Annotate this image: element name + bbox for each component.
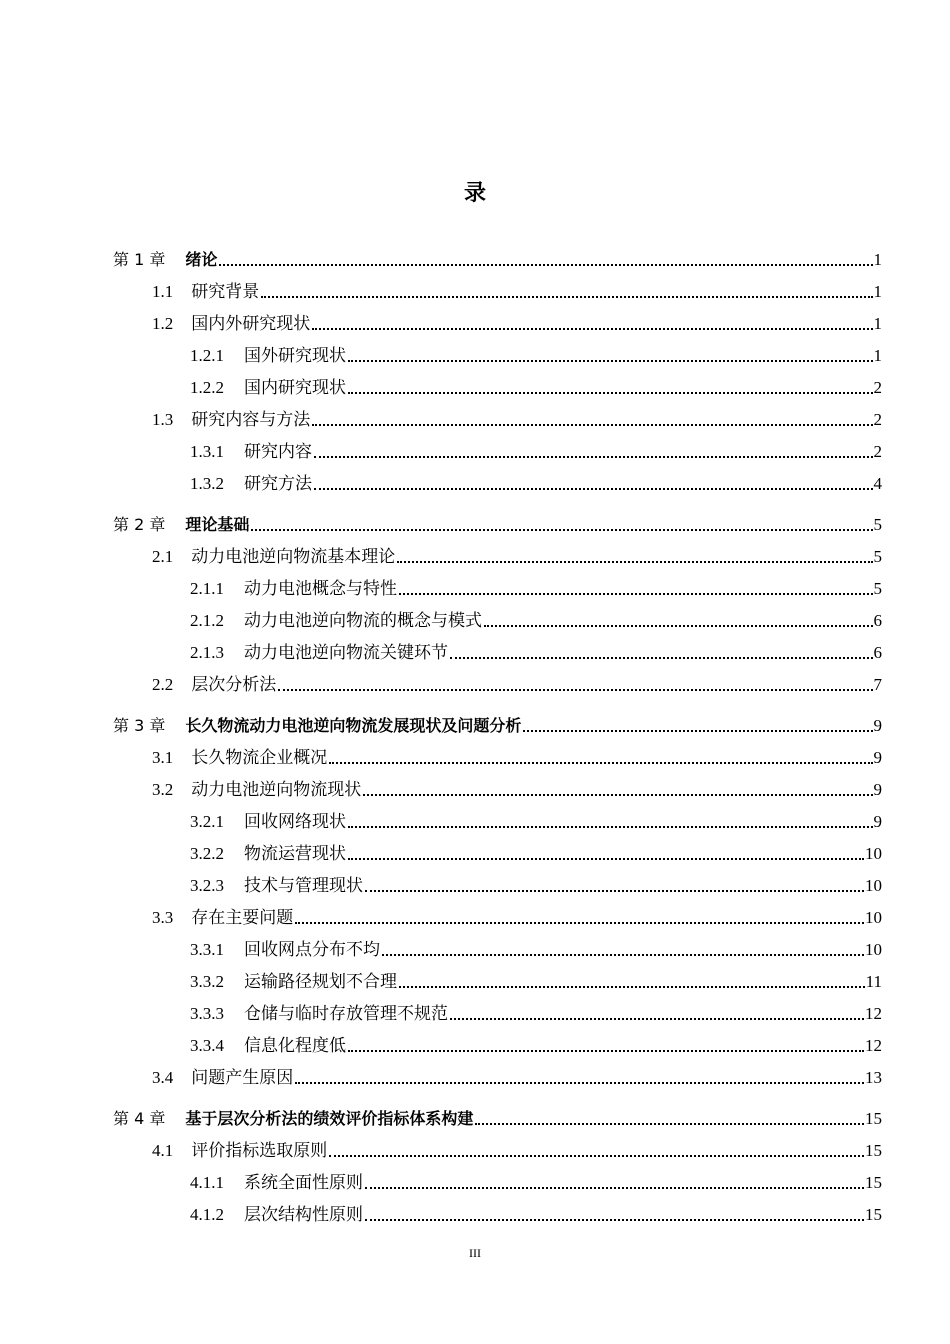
toc-entry-number: 第 3 章 (113, 716, 166, 735)
toc-entry-page: 10 (865, 844, 882, 863)
toc-entry-page: 5 (873, 579, 882, 598)
dot-leader (314, 456, 873, 458)
toc-entry-page: 11 (865, 972, 882, 991)
dot-leader (329, 1155, 864, 1157)
toc-entry-page: 15 (865, 1205, 882, 1224)
toc-entry-title: 信息化程度低 (244, 1036, 346, 1055)
toc-entry-number: 1.3.1 (190, 442, 224, 461)
toc-entry-title: 存在主要问题 (191, 908, 294, 927)
page-title: 录 (463, 181, 486, 206)
toc-entry[interactable] (0, 1063, 950, 1089)
toc-entry[interactable] (0, 967, 950, 993)
toc-entry-number: 3.2 (152, 780, 174, 799)
toc-entry-page: 12 (865, 1036, 882, 1055)
dot-leader (348, 826, 873, 828)
toc-entry-page: 1 (873, 346, 882, 365)
dot-leader (475, 1123, 864, 1125)
toc-entry[interactable] (0, 1136, 950, 1162)
toc-entry-number: 1.1 (152, 282, 174, 301)
toc-entry-title: 动力电池逆向物流基本理论 (191, 547, 396, 566)
toc-entry-page: 10 (865, 908, 882, 927)
dot-leader (382, 954, 864, 956)
toc-entry-number: 3.3.3 (190, 1004, 224, 1023)
dot-leader (329, 762, 872, 764)
page-number-footer: III (469, 1246, 481, 1260)
toc-entry[interactable] (0, 1168, 950, 1194)
toc-entry-number: 3.2.2 (190, 844, 224, 863)
toc-entry-number: 3.1 (152, 748, 174, 767)
toc-entry-page: 9 (873, 812, 882, 831)
toc-entry-page: 1 (873, 282, 882, 301)
toc-entry-number: 1.2.2 (190, 378, 224, 397)
toc-entry[interactable] (0, 405, 950, 431)
dot-leader (312, 328, 872, 330)
toc-entry-title: 系统全面性原则 (244, 1173, 363, 1192)
toc-entry-number: 第 4 章 (113, 1109, 166, 1128)
toc-entry-number: 2.1.2 (190, 611, 224, 630)
toc-entry-title: 基于层次分析法的绩效评价指标体系构建 (185, 1109, 474, 1128)
toc-entry[interactable] (0, 542, 950, 568)
toc-entry-page: 10 (865, 940, 882, 959)
toc-entry-number: 3.4 (152, 1068, 174, 1087)
dot-leader (399, 593, 873, 595)
toc-entry[interactable] (0, 1031, 950, 1057)
toc-entry[interactable] (0, 373, 950, 399)
toc-entry-title: 国内外研究现状 (191, 314, 311, 333)
toc-entry-title: 回收网点分布不均 (244, 940, 380, 959)
toc-entry[interactable] (0, 935, 950, 961)
toc-entry-page: 2 (873, 410, 882, 429)
toc-entry-page: 1 (873, 250, 882, 269)
toc-entry-number: 1.3.2 (190, 474, 224, 493)
toc-entry-title: 理论基础 (185, 515, 250, 534)
dot-leader (295, 1082, 864, 1084)
dot-leader (348, 360, 873, 362)
toc-entry[interactable] (0, 574, 950, 600)
toc-entry-title: 绪论 (185, 250, 218, 269)
toc-entry-title: 国外研究现状 (244, 346, 346, 365)
toc-chapter-entry[interactable] (0, 711, 950, 737)
toc-chapter-entry[interactable] (0, 245, 950, 271)
dot-leader (219, 264, 872, 266)
toc-entry-title: 长久物流动力电池逆向物流发展现状及问题分析 (185, 716, 522, 735)
toc-entry-title: 动力电池逆向物流关键环节 (244, 643, 448, 662)
toc-entry-number: 2.1.1 (190, 579, 224, 598)
toc-entry[interactable] (0, 807, 950, 833)
toc-entry-title: 回收网络现状 (244, 812, 346, 831)
toc-entry-number: 第 1 章 (113, 250, 166, 269)
toc-entry-page: 9 (873, 716, 882, 735)
toc-entry[interactable] (0, 775, 950, 801)
toc-entry-number: 2.2 (152, 675, 174, 694)
dot-leader (450, 657, 873, 659)
toc-entry[interactable] (0, 341, 950, 367)
dot-leader (397, 561, 872, 563)
toc-entry-title: 研究方法 (244, 474, 312, 493)
toc-entry-page: 5 (873, 515, 882, 534)
toc-chapter-entry[interactable] (0, 1104, 950, 1130)
toc-entry-title: 动力电池逆向物流的概念与模式 (244, 611, 482, 630)
toc-entry-title: 研究内容 (244, 442, 312, 461)
dot-leader (348, 858, 864, 860)
dot-leader (450, 1018, 864, 1020)
toc-entry-page: 4 (873, 474, 882, 493)
toc-entry-title: 仓储与临时存放管理不规范 (244, 1004, 448, 1023)
toc-entry[interactable] (0, 469, 950, 495)
toc-entry-page: 9 (873, 780, 882, 799)
toc-entry-page: 2 (873, 378, 882, 397)
toc-entry[interactable] (0, 903, 950, 929)
toc-entry-title: 研究背景 (191, 282, 260, 301)
toc-entry-page: 15 (865, 1141, 882, 1160)
toc-entry-title: 层次结构性原则 (244, 1205, 363, 1224)
toc-entry-page: 1 (873, 314, 882, 333)
toc-entry-title: 运输路径规划不合理 (244, 972, 397, 991)
toc-entry-title: 物流运营现状 (244, 844, 346, 863)
dot-leader (261, 296, 872, 298)
toc-entry-page: 6 (873, 643, 882, 662)
toc-entry[interactable] (0, 606, 950, 632)
dot-leader (278, 689, 872, 691)
toc-entry-title: 层次分析法 (191, 675, 277, 694)
toc-entry-page: 13 (865, 1068, 882, 1087)
toc-entry-number: 2.1 (152, 547, 174, 566)
toc-entry-number: 3.3.1 (190, 940, 224, 959)
toc-entry-title: 评价指标选取原则 (191, 1141, 328, 1160)
toc-entry-page: 9 (873, 748, 882, 767)
toc-entry[interactable] (0, 437, 950, 463)
toc-entry-number: 3.3.4 (190, 1036, 224, 1055)
toc-entry[interactable] (0, 277, 950, 303)
dot-leader (251, 529, 872, 531)
dot-leader (365, 1219, 864, 1221)
dot-leader (484, 625, 873, 627)
toc-entry[interactable] (0, 309, 950, 335)
toc-entry-page: 10 (865, 876, 882, 895)
toc-entry[interactable] (0, 999, 950, 1025)
toc-entry-number: 4.1 (152, 1141, 174, 1160)
dot-leader (295, 922, 864, 924)
toc-entry-number: 1.2 (152, 314, 174, 333)
toc-entry-title: 技术与管理现状 (244, 876, 363, 895)
dot-leader (312, 424, 872, 426)
dot-leader (399, 986, 865, 988)
toc-entry-number: 2.1.3 (190, 643, 224, 662)
toc-entry-title: 问题产生原因 (191, 1068, 294, 1087)
toc-entry-page: 12 (865, 1004, 882, 1023)
toc-entry-page: 2 (873, 442, 882, 461)
dot-leader (523, 730, 872, 732)
toc-entry-number: 1.3 (152, 410, 174, 429)
toc-entry[interactable] (0, 871, 950, 897)
toc-entry-title: 长久物流企业概况 (191, 748, 328, 767)
dot-leader (348, 1050, 864, 1052)
toc-entry[interactable] (0, 743, 950, 769)
toc-entry-number: 3.3.2 (190, 972, 224, 991)
toc-entry-page: 6 (873, 611, 882, 630)
toc-entry-title: 动力电池概念与特性 (244, 579, 397, 598)
toc-entry-number: 3.3 (152, 908, 174, 927)
toc-entry-number: 第 2 章 (113, 515, 166, 534)
dot-leader (363, 794, 872, 796)
toc-entry[interactable] (0, 839, 950, 865)
toc-entry-title: 国内研究现状 (244, 378, 346, 397)
toc-entry-number: 4.1.1 (190, 1173, 224, 1192)
toc-entry-number: 3.2.1 (190, 812, 224, 831)
toc-entry-number: 3.2.3 (190, 876, 224, 895)
toc-entry-number: 1.2.1 (190, 346, 224, 365)
dot-leader (365, 890, 864, 892)
toc-entry-number: 4.1.2 (190, 1205, 224, 1224)
toc-entry-page: 15 (865, 1173, 882, 1192)
toc-chapter-entry[interactable] (0, 510, 950, 536)
toc-entry[interactable] (0, 638, 950, 664)
toc-entry-title: 研究内容与方法 (191, 410, 311, 429)
toc-entry[interactable] (0, 670, 950, 696)
dot-leader (348, 392, 873, 394)
dot-leader (365, 1187, 864, 1189)
toc-entry-title: 动力电池逆向物流现状 (191, 780, 362, 799)
toc-entry-page: 15 (865, 1109, 882, 1128)
toc-entry-page: 5 (873, 547, 882, 566)
toc-entry[interactable] (0, 1200, 950, 1226)
toc-entry-page: 7 (873, 675, 882, 694)
dot-leader (314, 488, 873, 490)
